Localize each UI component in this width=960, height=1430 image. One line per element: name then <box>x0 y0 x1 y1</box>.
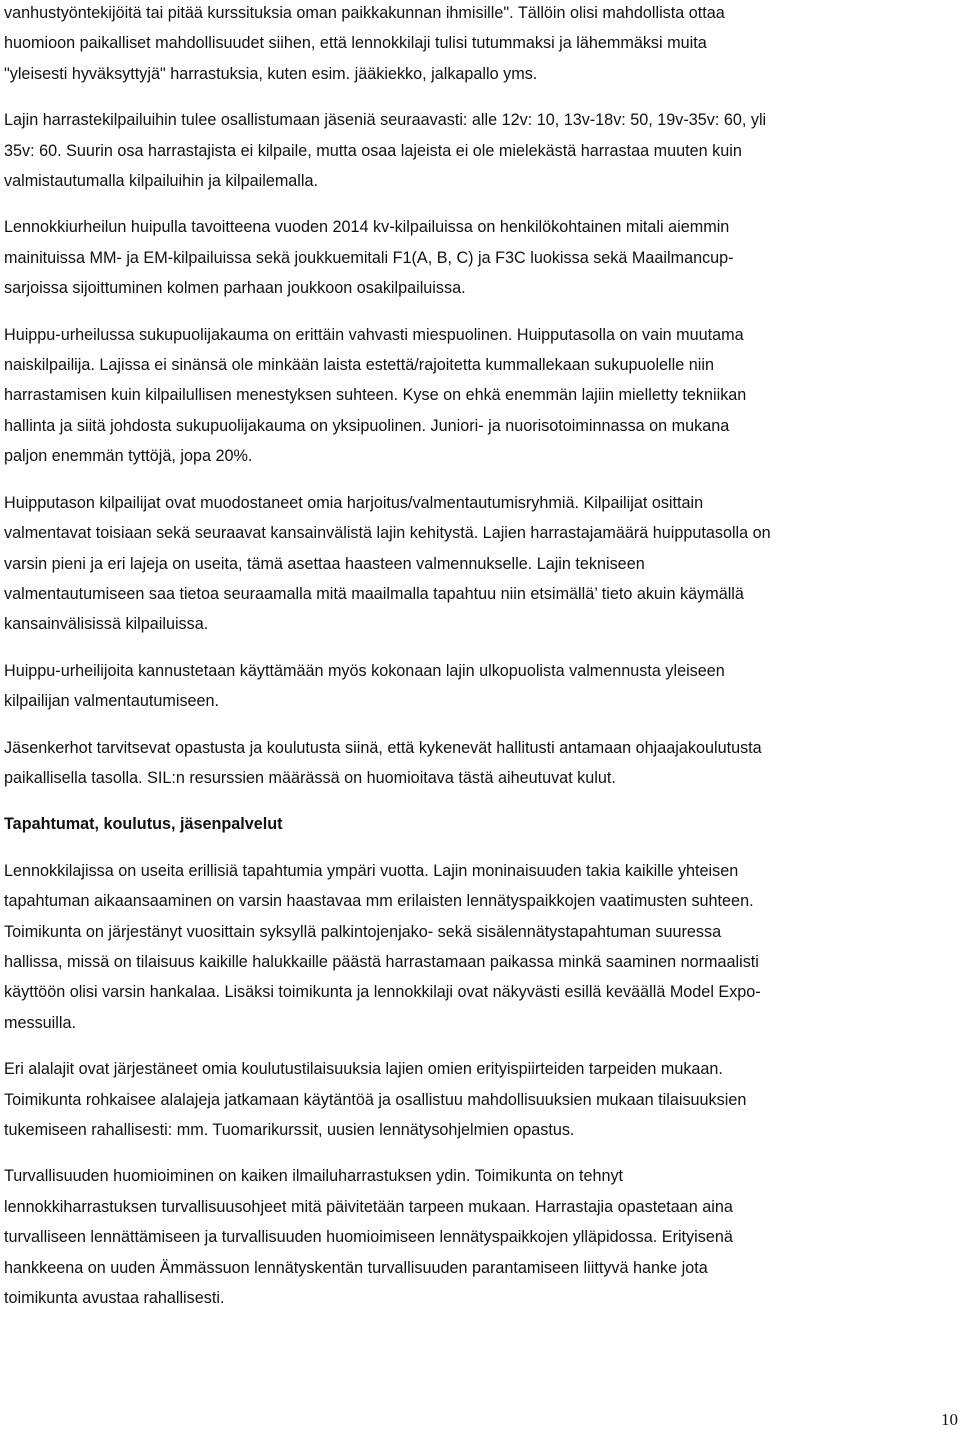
text-line: toimikunta avustaa rahallisesti. <box>4 1289 225 1308</box>
text-line: messuilla. <box>4 1013 76 1032</box>
text-line: valmentavat toisiaan sekä seuraavat kansainvälistä lajin kehitystä. Lajien harrastajamäärä huipputasolla on <box>4 524 771 543</box>
text-line: käyttöön olisi varsin hankalaa. Lisäksi toimikunta ja lennokkilaji ovat näkyvästi esillä keväällä Model Expo- <box>4 983 761 1002</box>
text-line: vanhustyöntekijöitä tai pitää kurssituksia oman paikkakunnan ihmisille". Tällöin olisi mahdollista ottaa <box>4 4 725 22</box>
text-line: Huippu-urheilussa sukupuolijakauma on erittäin vahvasti miespuolinen. Huipputasolla on vain muutama <box>4 325 744 344</box>
text-line: tukemiseen rahallisesti: mm. Tuomarikurssit, uusien lennätysohjelmien opastus. <box>4 1121 575 1139</box>
text-line: turvalliseen lennättämiseen ja turvallisuuden huomioimiseen lennätyspaikkojen ylläpidossa. Erityisenä <box>4 1228 733 1247</box>
paragraph-5 <box>4 488 944 640</box>
page-number: 10 <box>941 1410 958 1429</box>
text-line: kansainvälisissä kilpailuissa. <box>4 615 209 634</box>
text-line: Lennokkiurheilun huipulla tavoitteena vuoden 2014 kv-kilpailuissa on henkilökohtainen mitali aiemmin <box>4 218 730 237</box>
text-line: kilpailijan valmentautumiseen. <box>4 692 220 711</box>
text-line: harrastamisen kuin kilpailullisen menestyksen suhteen. Kyse on ehkä enemmän lajiin mielletty tekniikan <box>4 386 747 405</box>
text-line: varsin pieni ja eri lajeja on useita, tämä asettaa haasteen valmennukselle. Lajin tekniseen <box>4 554 645 573</box>
text-line: sarjoissa sijoittuminen kolmen parhaan joukkoon osakilpailuissa. <box>4 279 466 298</box>
text-line: huomioon paikalliset mahdollisuudet siihen, että lennokkilaji tulisi tutummaksi ja lähemmäksi muita <box>4 34 707 53</box>
text-line: valmistautumalla kilpailuihin ja kilpailemalla. <box>4 172 318 191</box>
text-line: Turvallisuuden huomioiminen on kaiken ilmailuharrastuksen ydin. Toimikunta on tehnyt <box>4 1167 624 1186</box>
paragraph-3 <box>4 212 944 303</box>
text-line: Eri alalajit ovat järjestäneet omia koulutustilaisuuksia lajien omien erityispiirteiden tarpeiden mukaan. <box>4 1060 723 1079</box>
text-line: hallinta ja siitä johdosta sukupuolijakauma on yksipuolinen. Juniori- ja nuorisotoiminnassa on mukana <box>4 416 730 435</box>
document-page <box>4 0 944 1329</box>
paragraph-7 <box>4 733 944 794</box>
text-line: Huippu-urheilijoita kannustetaan käyttämään myös kokonaan lajin ulkopuolista valmennusta yleiseen <box>4 661 725 680</box>
text-line: lennokkiharrastuksen turvallisuusohjeet mitä päivitetään tarpeen mukaan. Harrastajia opastetaan aina <box>4 1197 733 1216</box>
text-line: tapahtuman aikaansaaminen on varsin haastavaa mm erilaisten lennätyspaikkojen vaatimusten suhteen. <box>4 892 754 911</box>
text-line: Toimikunta rohkaisee alalajeja jatkamaan käytäntöä ja osallistuu mahdollisuuksien mukaan tilaisuuksien <box>4 1090 747 1109</box>
paragraph-4 <box>4 320 944 472</box>
text-line: Lennokkilajissa on useita erillisiä tapahtumia ympäri vuotta. Lajin moninaisuuden takia kaikille yhteisen <box>4 861 739 880</box>
text-line: naiskilpailija. Lajissa ei sinänsä ole minkään laista estettä/rajoitetta kummallekaan sukupuolelle niin <box>4 356 714 375</box>
text-line: Toimikunta on järjestänyt vuosittain syksyllä palkintojenjako- sekä sisälennätystapahtuman suuressa <box>4 922 722 941</box>
section-heading: Tapahtumat, koulutus, jäsenpalvelut <box>4 815 283 834</box>
text-line: "yleisesti hyväksyttyjä" harrastuksia, kuten esim. jääkiekko, jalkapallo yms. <box>4 64 538 83</box>
text-line: hallissa, missä on tilaisuus kaikille halukkaille päästä harrastamaan paikassa minkä saaminen normaalisti <box>4 952 759 971</box>
text-line: Lajin harrastekilpailuihin tulee osallistumaan jäseniä seuraavasti: alle 12v: 10, 13v-18v: 50, 19v-35v: 60, yli <box>4 111 767 130</box>
paragraph-8 <box>4 856 944 1038</box>
text-line: Huipputason kilpailijat ovat muodostaneet omia harjoitus/valmentautumisryhmiä. Kilpailijat osittain <box>4 493 704 512</box>
paragraph-6 <box>4 656 944 717</box>
text-line: mainituissa MM- ja EM-kilpailuissa sekä joukkuemitali F1(A, B, C) ja F3C luokissa sekä Maailmancup- <box>4 248 734 267</box>
text-line: paikallisella tasolla. SIL:n resurssien määrässä on huomioitava tästä aiheutuvat kulut. <box>4 768 616 787</box>
paragraph-1 <box>4 0 944 89</box>
paragraph-10 <box>4 1161 944 1313</box>
paragraph-9 <box>4 1054 944 1145</box>
text-line: valmentautumiseen saa tietoa seuraamalla mitä maailmalla tapahtuu niin etsimällä’ tieto akuin käymällä <box>4 584 744 603</box>
text-line: hankkeena on uuden Ämmässuon lennätyskentän turvallisuuden parantamiseen liittyvä hanke jota <box>4 1258 708 1277</box>
text-line: 35v: 60. Suurin osa harrastajista ei kilpaile, mutta osaa lajeista ei ole mielekästä harrastaa muuten kuin <box>4 141 742 160</box>
text-line: Jäsenkerhot tarvitsevat opastusta ja koulutusta siinä, että kykenevät hallitusti antamaan ohjaajakoulutusta <box>4 738 762 757</box>
paragraph-2 <box>4 105 944 196</box>
text-line: paljon enemmän tyttöjä, jopa 20%. <box>4 447 253 466</box>
